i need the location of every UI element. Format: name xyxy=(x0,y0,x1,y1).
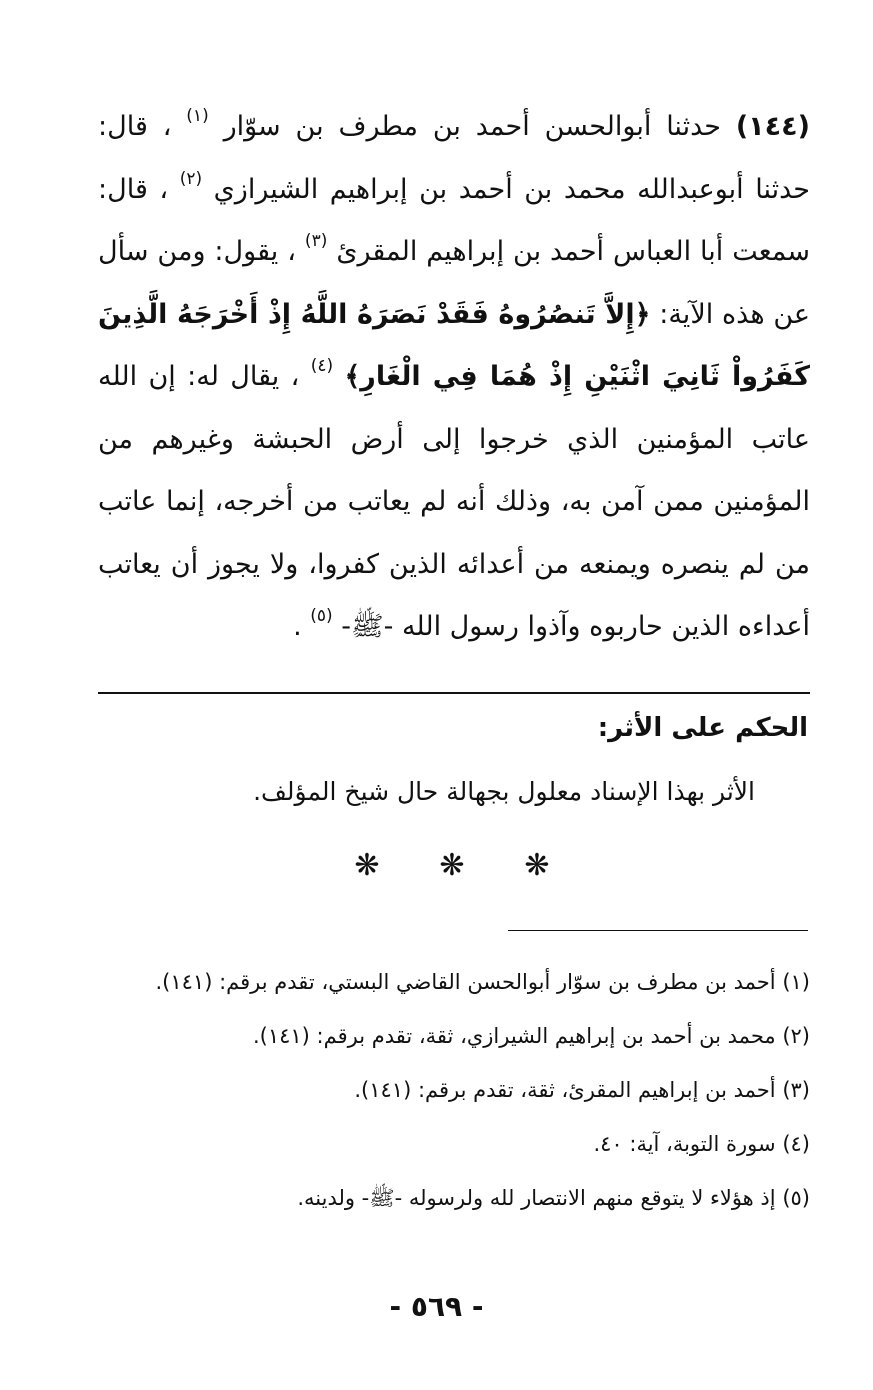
footnote-item xyxy=(98,1120,810,1168)
section-separator xyxy=(352,845,552,885)
hadith-number: (١٤٤) xyxy=(735,111,810,142)
footnote-number: (١) xyxy=(782,970,810,994)
footnote-text: سورة التوبة، آية: ٤٠. xyxy=(593,1132,776,1156)
asterisk-icon: ❋ xyxy=(524,847,550,883)
hadith-text-end: . xyxy=(293,611,302,642)
footnote-text: محمد بن أحمد بن إبراهيم الشيرازي، ثقة، تقدم برقم: (١٤١). xyxy=(252,1024,776,1048)
hadith-text-part4: ، يقول: ومن سأل عن هذه الآية: xyxy=(98,236,810,330)
hadith-text-part3: ، قال: سمعت أبا العباس أحمد بن إبراهيم المقرئ xyxy=(98,173,810,267)
footnote-item xyxy=(98,1012,810,1060)
asterisk-icon: ❋ xyxy=(439,847,465,883)
footnote-item xyxy=(98,958,810,1006)
quran-verse: ﴿إِلاَّ تَنصُرُوهُ فَقَدْ نَصَرَهُ اللَّهُ إِذْ أَخْرَجَهُ الَّذِينَ كَفَرُواْ ثَانِيَ اثْنَيْنِ إِذْ هُمَا فِي الْغَارِ﴾ xyxy=(98,298,810,392)
footnote-number: (٥) xyxy=(782,1186,810,1210)
hadith-text-part5: ، يقال له: إن الله عاتب المؤمنين الذي خرجوا إلى أرض الحبشة وغيرهم من المؤمنين ممن آمن به، وذلك أنه لم يعاتب من أخرجه، إنما عاتب من لم ينصره ويمنعه من أعدائه الذين كفروا، ولا يجوز أن يعاتب أعداءه الذين حاربوه وآذوا رسول الله -ﷺ- xyxy=(98,361,810,642)
footnote-rule xyxy=(508,930,808,931)
hadith-text-part2: ، قال: حدثنا أبوعبدالله محمد بن أحمد بن إبراهيم الشيرازي xyxy=(98,111,810,205)
footnote-item xyxy=(98,1066,810,1114)
footnote-marker-4[interactable]: (٤) xyxy=(310,356,334,376)
footnote-number: (٣) xyxy=(782,1078,810,1102)
hadith-text-part1: حدثنا أبوالحسن أحمد بن مطرف بن سوّار xyxy=(223,111,721,142)
footnote-item xyxy=(98,1174,810,1222)
main-text-block xyxy=(98,96,810,659)
footnote-number: (٤) xyxy=(782,1132,810,1156)
ruling-heading: الحكم على الأثر: xyxy=(597,713,808,743)
ruling-text: الأثر بهذا الإسناد معلول بجهالة حال شيخ المؤلف. xyxy=(253,777,755,806)
section-divider xyxy=(98,692,810,694)
footnote-marker-1[interactable]: (١) xyxy=(186,106,209,126)
page-number: - ٥٦٩ - xyxy=(389,1290,484,1323)
footnote-marker-2[interactable]: (٢) xyxy=(179,168,203,189)
footnote-number: (٢) xyxy=(782,1024,810,1048)
footnote-marker-3[interactable]: (٣) xyxy=(304,231,328,251)
asterisk-icon: ❋ xyxy=(354,847,380,883)
footnote-text: إذ هؤلاء لا يتوقع منهم الانتصار لله ولرسوله -ﷺ- ولدينه. xyxy=(297,1186,776,1210)
hadith-paragraph xyxy=(98,96,810,659)
footnote-marker-5[interactable]: (٥) xyxy=(310,606,333,626)
footnote-text: أحمد بن مطرف بن سوّار أبوالحسن القاضي البستي، تقدم برقم: (١٤١). xyxy=(155,970,776,994)
footnote-text: أحمد بن إبراهيم المقرئ، ثقة، تقدم برقم: (١٤١). xyxy=(354,1078,776,1102)
footnotes-block xyxy=(98,958,810,1228)
